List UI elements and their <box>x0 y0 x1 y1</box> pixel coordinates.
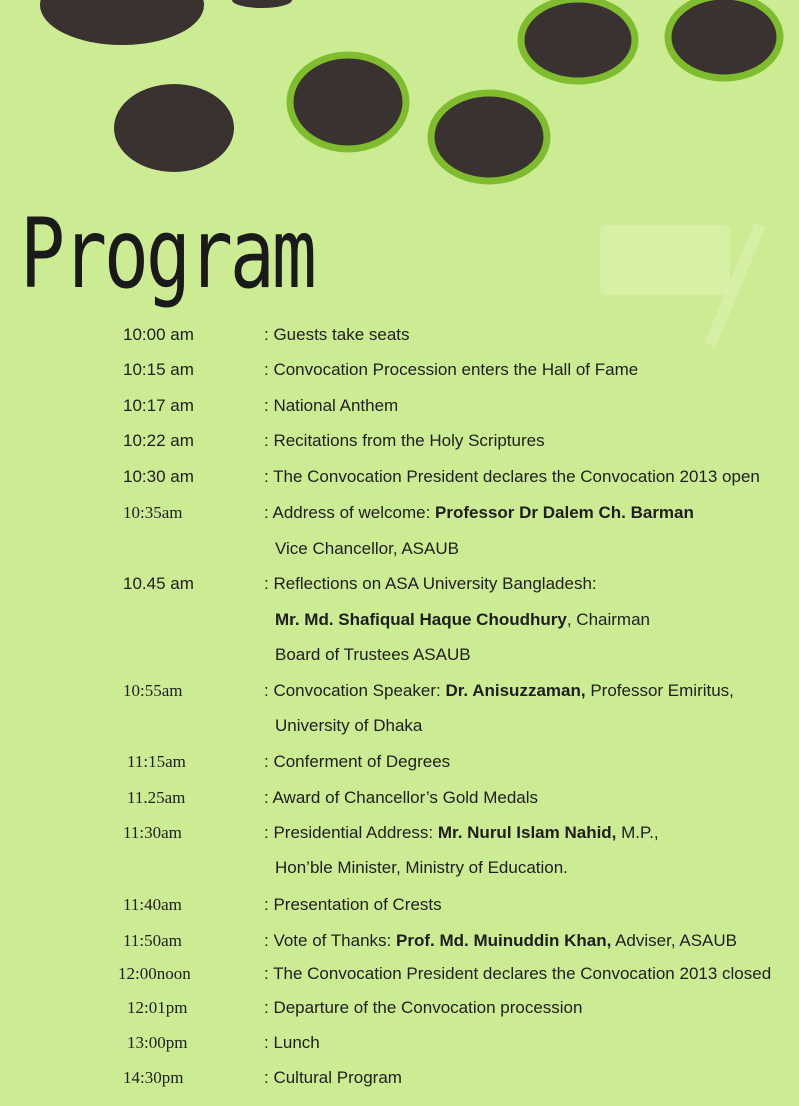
schedule-time: 11:15am <box>127 752 186 771</box>
schedule-time: 10:00 am <box>123 325 194 344</box>
description-name-bold: Prof. Md. Muinuddin Khan, <box>396 931 612 950</box>
schedule-row-continuation <box>0 645 799 675</box>
schedule-time: 13:00pm <box>127 1033 188 1052</box>
dot-left <box>114 84 234 172</box>
schedule-row <box>0 396 799 426</box>
schedule-description: : Conferment of Degrees <box>264 752 451 771</box>
schedule-description: : Reflections on ASA University Bangladesh: <box>264 574 597 593</box>
description-text: Adviser, ASAUB <box>611 931 737 950</box>
schedule-time: 10:22 am <box>123 431 194 450</box>
schedule-row <box>0 574 799 604</box>
page-title: Program <box>20 198 314 310</box>
schedule-row <box>0 752 799 782</box>
schedule-description: : Cultural Program <box>264 1068 402 1087</box>
schedule-description: : Lunch <box>264 1033 320 1052</box>
schedule-description: : Convocation Procession enters the Hall of Fame <box>264 360 639 379</box>
schedule-row <box>0 1068 799 1098</box>
schedule-row <box>0 998 799 1028</box>
dot-ring-middle <box>290 55 406 149</box>
schedule-row-continuation <box>0 716 799 746</box>
schedule-description-continued <box>275 610 650 630</box>
description-text: : Address of welcome: <box>264 503 436 522</box>
dot-ring-center <box>431 93 547 181</box>
description-name-bold: Professor Dr Dalem Ch. Barman <box>435 503 694 522</box>
schedule-time: 10:35am <box>123 503 183 522</box>
schedule-row <box>0 325 799 355</box>
schedule-row <box>0 431 799 461</box>
schedule-time: 10:55am <box>123 681 183 700</box>
schedule-description: : Departure of the Convocation procession <box>264 998 583 1017</box>
schedule-time: 10:17 am <box>123 396 194 415</box>
schedule-time: 14:30pm <box>123 1068 184 1087</box>
schedule-description <box>264 931 737 951</box>
schedule-description: : National Anthem <box>264 396 399 415</box>
schedule-description: : The Convocation President declares the Convocation 2013 closed <box>264 964 772 983</box>
schedule-time: 11.25am <box>127 788 186 807</box>
schedule-time: 10:30 am <box>123 467 194 486</box>
description-name-bold: Mr. Nurul Islam Nahid, <box>437 823 617 842</box>
schedule-description: : Award of Chancellor’s Gold Medals <box>264 788 539 807</box>
schedule-time: 11:30am <box>123 823 182 842</box>
schedule-description: : Guests take seats <box>264 325 410 344</box>
schedule-row <box>0 931 799 961</box>
schedule-description-continued: Hon’ble Minister, Ministry of Education. <box>275 858 568 877</box>
schedule-row <box>0 681 799 711</box>
schedule-time: 12:01pm <box>127 998 188 1017</box>
schedule-row-continuation <box>0 858 799 888</box>
schedule-description-continued: Vice Chancellor, ASAUB <box>275 539 459 558</box>
schedule-row-continuation <box>0 610 799 640</box>
schedule-row <box>0 467 799 497</box>
dot-ring-right <box>668 0 780 78</box>
description-text: : Convocation Speaker: <box>264 681 446 700</box>
schedule-row <box>0 503 799 533</box>
schedule-row-continuation <box>0 539 799 569</box>
schedule-row <box>0 964 799 994</box>
schedule-time: 11:40am <box>123 895 182 914</box>
schedule-row <box>0 895 799 925</box>
schedule-description: : The Convocation President declares the Convocation 2013 open <box>264 467 760 486</box>
schedule-time: 12:00noon <box>118 964 191 983</box>
schedule-row <box>0 823 799 853</box>
schedule-time: 11:50am <box>123 931 182 950</box>
schedule-description <box>264 681 734 701</box>
dot-ring-upper <box>521 0 635 81</box>
dot-top-left <box>40 0 204 45</box>
description-name-bold: Mr. Md. Shafiqual Haque Choudhury <box>275 610 567 629</box>
schedule-row <box>0 360 799 390</box>
schedule-row <box>0 1033 799 1063</box>
dot-top-small <box>232 0 292 8</box>
schedule-description-continued: Board of Trustees ASAUB <box>275 645 471 664</box>
description-text: Professor Emiritus, <box>585 681 734 700</box>
schedule-time: 10.45 am <box>123 574 194 593</box>
description-text: : Vote of Thanks: <box>264 931 396 950</box>
description-text: M.P., <box>616 823 659 842</box>
decorative-dots <box>0 0 799 220</box>
schedule-row <box>0 788 799 818</box>
description-text: , Chairman <box>566 610 650 629</box>
schedule-description <box>264 823 659 843</box>
description-text: : Presidential Address: <box>264 823 438 842</box>
schedule-description: : Presentation of Crests <box>264 895 442 914</box>
schedule-description: : Recitations from the Holy Scriptures <box>264 431 545 450</box>
schedule-description-continued: University of Dhaka <box>275 716 423 735</box>
description-name-bold: Dr. Anisuzzaman, <box>445 681 586 700</box>
schedule-description <box>264 503 694 523</box>
schedule-time: 10:15 am <box>123 360 194 379</box>
